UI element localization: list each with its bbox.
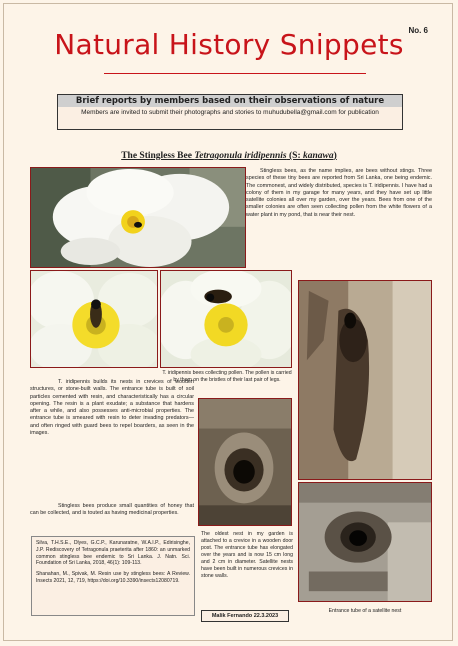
photo-wooden-nest (298, 280, 432, 480)
photo-satellite-nest (298, 482, 432, 602)
banner-heading: Brief reports by members based on their observations of nature (58, 95, 402, 107)
article-title-paren-open: (S: (286, 151, 303, 161)
photo-nest-entrance (198, 398, 292, 526)
caption-oldest-nest: The oldest nest in my garden is attached to a crevice in a wooden door post. The entrance tube has elongated over the years and is now 15 cm long and 2 cm in diameter. Satellite nests have been built in numerous crevices in stone walls. (201, 531, 293, 579)
issue-number: No. 6 (408, 26, 428, 35)
article-para-3: Stingless bees produce small quantities of honey that can be collected, and is touted as having medicinal properties. (30, 503, 194, 517)
reference-item: Shanahan, M., Spivak, M. Resin use by stingless bees: A Review. Insects 2021, 12, 719, https://doi.org/10.3390/insects12080719. (36, 571, 190, 584)
article-title-sinhala: kanawa (303, 151, 334, 161)
article-title-paren-close: ) (333, 151, 337, 161)
caption-satellite-nest: Entrance tube of a satellite nest (328, 608, 402, 614)
intro-banner (57, 94, 403, 130)
photo-flower-bee-middle (160, 270, 292, 368)
newsletter-title: Natural History Snippets (54, 28, 404, 61)
banner-subtext: Members are invited to submit their photographs and stories to muhudubella@gmail.com for publication (81, 109, 379, 116)
photo-flower-bee-left (30, 270, 158, 368)
caption-pollen: T. iridipennis bees collecting pollen. The pollen is carried by them on the bristles of their last pair of legs. (162, 370, 292, 383)
reference-item: Silva, T.H.S.E., Dlyes, G.C.P., Karunaratne, W.A.I.P., Edirisinghe, J.P. Rediscovery of Tetragonula praeterita after 1860: an unmarked common stingless bee endemic to Sri Lanka. J. Natn. Sci. Foundation of Sri Lanka, 2018, 46(1): 109-113. (36, 540, 190, 567)
article-title-species: Tetragonula iridipennis (194, 151, 287, 161)
article-title-prefix: The Stingless Bee (121, 151, 195, 161)
article-title (0, 151, 458, 161)
article-para-1: Stingless bees, as the name implies, are bees without stings. Three species of these tiny bees are reported from Sri Lanka, one being endemic. The commonest, and widely distributed, species is T. iridipennis. I have had a colony of them in my garage for many years, and they have set up little satellite colonies all over my garden, over the years. Bees from one of the smaller colonies are often seen collecting pollen from the white flowers of a water plant in my pond, that is near their nest. (246, 168, 432, 218)
author-credit: Malik Fernando 22.3.2023 (201, 610, 289, 622)
references-box (31, 536, 195, 616)
title-underline (104, 73, 366, 74)
photo-white-flower-bee (30, 167, 246, 268)
article-para-2: T. iridipennis builds its nests in crevices of wooden structures, or stone-built walls. The entrance tube is built of soil particles cemented with resin, and characteristically has a circular opening. The resin is a plant exudate; a substance that hardens after a while, and also possesses anti-microbial properties. The entrance tube is smeared with resin to deter invading predators—and often ringed with guard bees to repel boarders, as seen in the images. (30, 379, 194, 437)
